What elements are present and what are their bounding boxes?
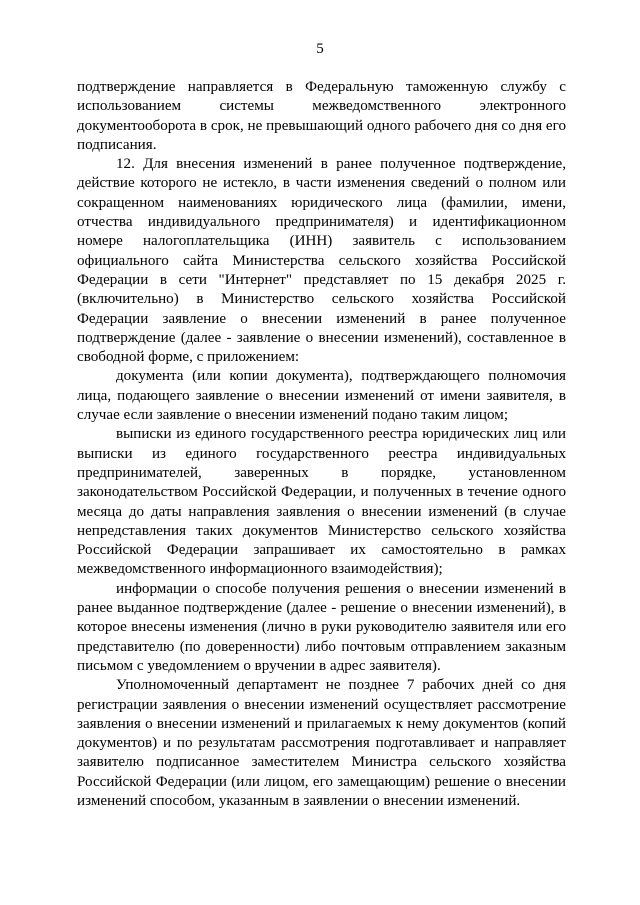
paragraph-continuation: подтверждение направляется в Федеральную таможенную службу с использованием системы межведомственного электронного документооборота в срок, не превышающий одного рабочего дня со дня его подписания. [77, 79, 566, 153]
paragraph-review-procedure: Уполномоченный департамент не позднее 7 рабочих дней со дня регистрации заявления о внесении изменений осуществляет рассмотрение заявления о внесении изменений и прилагаемых к нему документов (копий документов) и по результатам рассмотрения подготавливает и направляет заявителю подписанное заместителем Министра сельского хозяйства Российской Федерации (или лицом, его замещающим) решение о внесении изменений способом, указанным в заявлении о внесении изменений. [77, 677, 566, 809]
page-number: 5 [316, 41, 324, 57]
paragraph-attachment-delivery-method: информации о способе получения решения о внесении изменений в ранее выданное подтверждение (далее - решение о внесении изменений), в которое внесены изменения (лично в руки руководителю заявителя или его представителю (по доверенности) либо почтовым отправлением заказным письмом с уведомлением о вручении в адрес заявителя). [77, 580, 566, 674]
document-body [77, 78, 566, 811]
paragraph-attachment-authority-document: документа (или копии документа), подтверждающего полномочия лица, подающего заявление о внесении изменений от имени заявителя, в случае если заявление о внесении изменений подано таким лицом; [77, 368, 566, 424]
paragraph-attachment-registry-extract: выписки из единого государственного реестра юридических лиц или выписки из единого государственного реестра индивидуальных предпринимателей, заверенных в порядке, установленном законодательством Российской Федерации, и полученных в течение одного месяца до даты направления заявления о внесении изменений (в случае непредставления таких документов Министерство сельского хозяйства Российской Федерации запрашивает их самостоятельно в рамках межведомственного информационного взаимодействия); [77, 426, 566, 578]
paragraph-item-12: 12. Для внесения изменений в ранее полученное подтверждение, действие которого не истекло, в части изменения сведений о полном или сокращенном наименованиях юридического лица (фамилии, имени, отчества индивидуального предпринимателя) и идентификационном номере налогоплательщика (ИНН) заявитель с использованием официального сайта Министерства сельского хозяйства Российской Федерации в сети "Интернет" представляет по 15 декабря 2025 г. (включительно) в Министерство сельского хозяйства Российской Федерации заявление о внесении изменений в ранее полученное подтверждение (далее - заявление о внесении изменений), составленное в свободной форме, с приложением: [77, 156, 566, 366]
